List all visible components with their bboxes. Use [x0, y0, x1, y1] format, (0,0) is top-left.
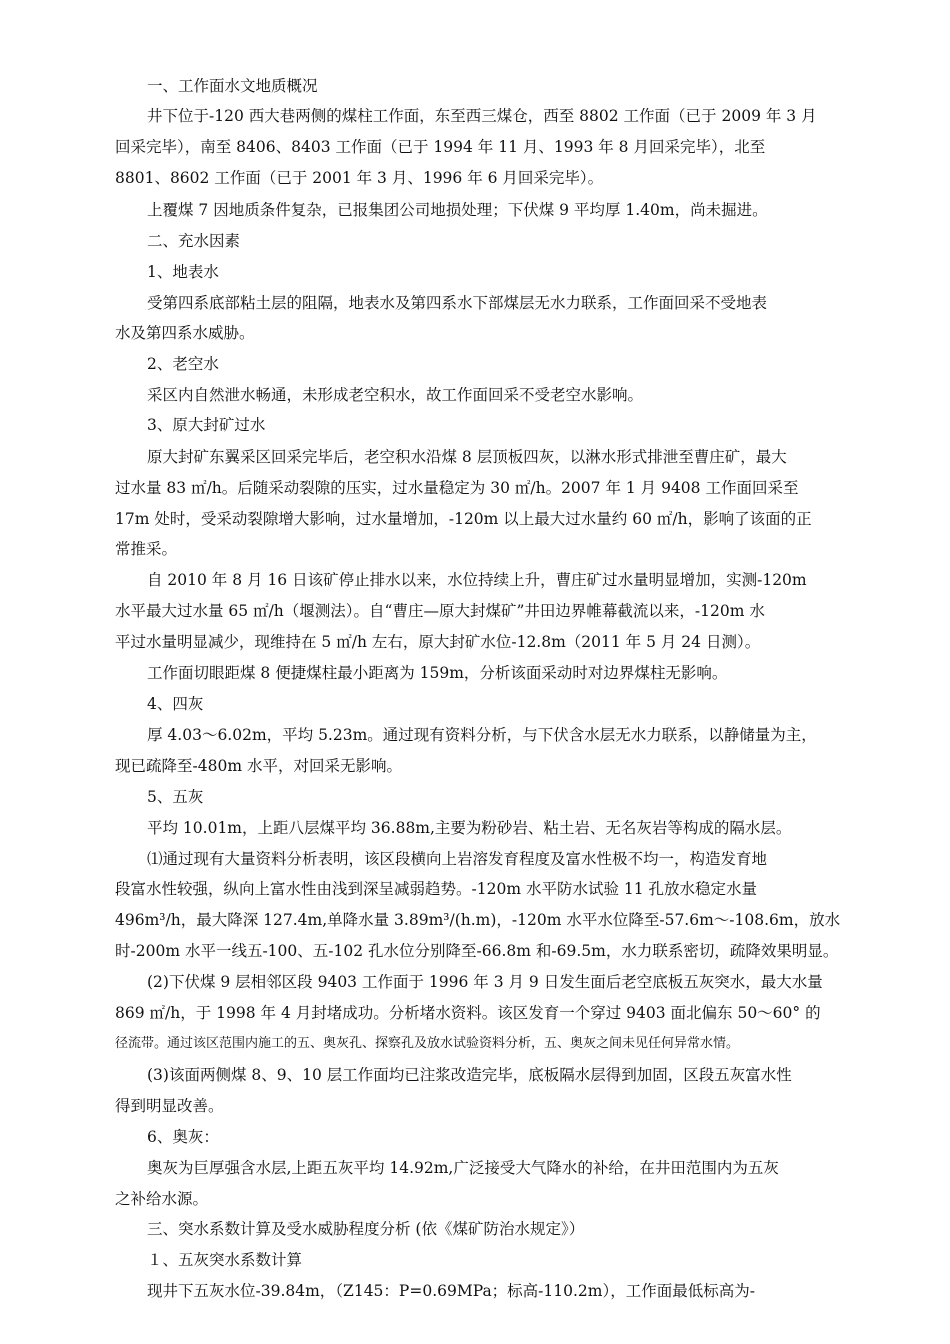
subheading: １、五灰突水系数计算 — [147, 1251, 303, 1269]
heading-section-1: 一、工作面水文地质概况 — [147, 77, 318, 95]
subheading: 1、地表水 — [147, 263, 219, 281]
paragraph-line: 采区内自然泄水畅通，未形成老空积水，故工作面回采不受老空水影响。 — [147, 386, 644, 404]
paragraph-line: 17m 处时，受采动裂隙增大影响，过水量增加，-120m 以上最大过水量约 60 ㎡/h，影响了该面的正 — [115, 510, 812, 528]
paragraph-line: 现井下五灰水位-39.84m，（Z145：P=0.69MPa；标高-110.2m），工作面最低标高为- — [147, 1282, 755, 1300]
paragraph-line: (2)下伏煤 9 层相邻区段 9403 工作面于 1996 年 3 月 9 日发生面后老空底板五灰突水，最大水量 — [147, 973, 823, 991]
paragraph-line: 段富水性较强，纵向上富水性由浅到深呈减弱趋势。-120m 水平防水试验 11 孔放水稳定水量 — [115, 880, 758, 898]
paragraph-line: 原大封矿东翼采区回采完毕后，老空积水沿煤 8 层顶板四灰，以淋水形式排泄至曹庄矿，最大 — [147, 448, 787, 466]
paragraph-line: 常推采。 — [115, 540, 178, 558]
paragraph-line: 上覆煤 7 因地质条件复杂，已报集团公司地损处理；下伏煤 9 平均厚 1.40m，尚未掘进。 — [147, 201, 768, 219]
paragraph-line: 时-200m 水平一线五-100、五-102 孔水位分别降至-66.8m 和-69.5m，水力联系密切，疏降效果明显。 — [115, 942, 839, 960]
paragraph-line: 869 ㎡/h，于 1998 年 4 月封堵成功。分析堵水资料。该区发育一个穿过 9403 面北偏东 50～60° 的 — [115, 1004, 821, 1022]
paragraph-line: 得到明显改善。 — [115, 1097, 224, 1115]
paragraph-line: 之补给水源。 — [115, 1190, 209, 1208]
paragraph-line: 8801、8602 工作面（已于 2001 年 3 月、1996 年 6 月回采完毕）。 — [115, 169, 604, 187]
paragraph-line: 受第四系底部粘土层的阻隔，地表水及第四系水下部煤层无水力联系，工作面回采不受地表 — [147, 294, 768, 312]
subheading: 2、老空水 — [147, 355, 219, 373]
paragraph-line: 现已疏降至-480m 水平，对回采无影响。 — [115, 757, 402, 775]
paragraph-line: (3)该面两侧煤 8、9、10 层工作面均已注浆改造完毕，底板隔水层得到加固，区段五灰富水性 — [147, 1066, 792, 1084]
paragraph-line: 回采完毕），南至 8406、8403 工作面（已于 1994 年 11 月、1993 年 8 月回采完毕），北至 — [115, 138, 766, 156]
heading-section-3: 三、突水系数计算及受水威胁程度分析 (依《煤矿防治水规定》） — [147, 1220, 585, 1238]
paragraph-line: 平过水量明显减少，现维持在 5 ㎡/h 左右，原大封矿水位-12.8m（2011 年 5 月 24 日测）。 — [115, 633, 761, 651]
subheading: 3、原大封矿过水 — [147, 416, 266, 434]
paragraph-line: 工作面切眼距煤 8 便捷煤柱最小距离为 159m，分析该面采动时对边界煤柱无影响。 — [147, 664, 728, 682]
paragraph-line: 自 2010 年 8 月 16 日该矿停止排水以来，水位持续上升，曹庄矿过水量明显增加，实测-120m — [147, 571, 807, 589]
heading-section-2: 二、充水因素 — [147, 232, 241, 250]
paragraph-line: 496m³/h，最大降深 127.4m,单降水量 3.89m³/(h.m)，-120m 水平水位降至-57.6m～-108.6m，放水 — [115, 911, 841, 929]
paragraph-line: ⑴通过现有大量资料分析表明，该区段横向上岩溶发育程度及富水性极不均一，构造发育地 — [147, 850, 768, 868]
paragraph-line: 奥灰为巨厚强含水层,上距五灰平均 14.92m,广泛接受大气降水的补给，在井田范围内为五灰 — [147, 1159, 779, 1177]
paragraph-line: 平均 10.01m，上距八层煤平均 36.88m,主要为粉砂岩、粘土岩、无名灰岩等构成的隔水层。 — [147, 819, 792, 837]
paragraph-line: 水及第四系水威胁。 — [115, 324, 255, 342]
subheading: 5、五灰 — [147, 788, 204, 806]
paragraph-line: 水平最大过水量 65 ㎡/h（堰测法）。自“曹庄—原大封煤矿”井田边界帷幕截流以来，-120m 水 — [115, 602, 765, 620]
paragraph-line: 径流带。通过该区范围内施工的五、奥灰孔、探察孔及放水试验资料分析，五、奥灰之间未见任何异常水情。 — [115, 1036, 740, 1051]
paragraph-line: 过水量 83 ㎡/h。后随采动裂隙的压实，过水量稳定为 30 ㎡/h。2007 年 1 月 9408 工作面回采至 — [115, 479, 799, 497]
subheading: 6、奥灰： — [147, 1128, 219, 1146]
subheading: 4、四灰 — [147, 695, 204, 713]
paragraph-line: 井下位于-120 西大巷两侧的煤柱工作面，东至西三煤仓，西至 8802 工作面（已于 2009 年 3 月 — [147, 107, 817, 125]
paragraph-line: 厚 4.03～6.02m，平均 5.23m。通过现有资料分析，与下伏含水层无水力联系，以静储量为主， — [147, 726, 817, 744]
